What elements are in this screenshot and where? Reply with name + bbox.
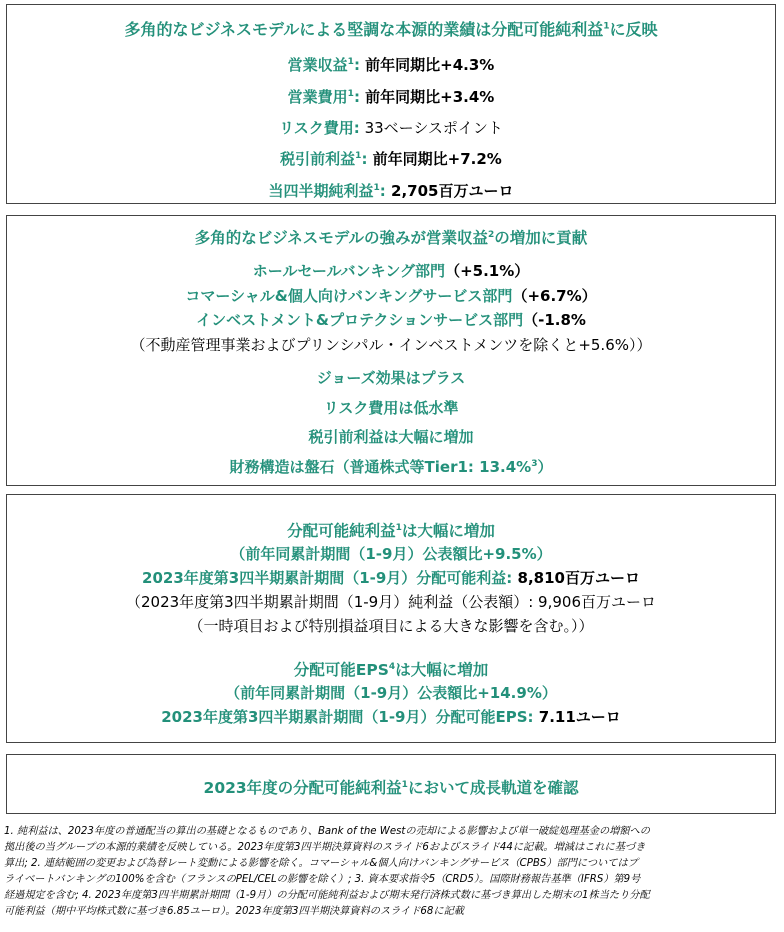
segment-ips: インベストメント&プロテクションサービス部門（-1.8%: [196, 311, 586, 329]
footnote-line: 経過規定を含む; 4. 2023年度第3四半期累計期間（1-9月）の分配可能純利益および期末発行済株式数に基づき算出した期末の1株当たり分配: [4, 890, 650, 901]
summary-box: [6, 4, 776, 204]
segment-wholesale: ホールセールバンキング部門（+5.1%）: [252, 262, 530, 280]
revenue-box: [6, 215, 776, 486]
footnote-line: 算出; 2. 連結範囲の変更および為替レート変動による影響を除く。コマーシャル&個人向けバンキングサービス（CPBS）部門についてはプ: [4, 858, 638, 869]
row-cost-of-risk: リスク費用: 33ベーシスポイント: [279, 119, 503, 137]
dist-income-value: 2023年度第3四半期累計期間（1-9月）分配可能利益: 8,810百万ユーロ: [142, 569, 640, 587]
net-income-note: （2023年度第3四半期累計期間（1-9月）純利益（公表額）: 9,906百万ユーロ: [126, 593, 656, 611]
segment-note: （不動産管理事業およびプリンシパル・インベストメンツを除くと+5.6%））: [130, 336, 652, 354]
row-pretax-income: 税引前利益$^1$: 前年同期比+7.2%: [280, 150, 502, 168]
growth-box: [6, 754, 776, 814]
footnote-line: 可能利益（期中平均株式数に基づき6.85ユーロ）。2023年度第3四半期決算資料のスライド68に記載: [4, 906, 464, 917]
growth-title: 2023年度の分配可能純利益$^1$において成長軌道を確認: [203, 779, 579, 797]
summary-title: 多角的なビジネスモデルによる堅調な本源的業績は分配可能純利益$^1$に反映: [124, 20, 658, 39]
footnotes: [4, 824, 780, 920]
footnote-line: 拠出後の当グループの本源的業績を反映している。2023年度第3四半期決算資料のスライド6およびスライド44に記載。増減はこれに基づき: [4, 842, 646, 853]
row-net-income: 当四半期純利益$^1$: 2,705百万ユーロ: [268, 182, 514, 200]
footnote-line: ライベートバンキングの100%を含む（フランスのPEL/CELの影響を除く）; 3. 資本要求指令5（CRD5）。国際財務報告基準（IFRS）第9号: [4, 874, 641, 885]
revenue-title: 多角的なビジネスモデルの強みが営業収益$^2$の増加に貢献: [194, 229, 588, 247]
eps-sub: （前年同累計期間（1-9月）公表額比+14.9%）: [225, 684, 557, 702]
eps-value: 2023年度第3四半期累計期間（1-9月）分配可能EPS: 7.11ユーロ: [161, 708, 621, 726]
point-risk: リスク費用は低水準: [323, 399, 459, 417]
footnote-line: 1. 純利益は、2023年度の普通配当の算出の基礎となるものであり、Bank of the Westの売却による影響および単一破綻処理基金の増額への: [4, 826, 650, 837]
net-income-note-2: （一時項目および特別損益項目による大きな影響を含む。））: [188, 617, 594, 635]
row-operating-revenue: 営業収益$^1$: 前年同期比+4.3%: [287, 56, 495, 74]
dist-income-title: 分配可能純利益$^1$は大幅に増加: [287, 522, 495, 540]
segment-cpbs: コマーシャル&個人向けバンキングサービス部門（+6.7%）: [185, 287, 597, 305]
eps-title: 分配可能EPS$^4$は大幅に増加: [293, 661, 489, 679]
point-jaws: ジョーズ効果はプラス: [316, 369, 466, 387]
point-pretax: 税引前利益は大幅に増加: [308, 428, 474, 446]
row-operating-expenses: 営業費用$^1$: 前年同期比+3.4%: [287, 88, 495, 106]
distributable-box: [6, 494, 776, 743]
dist-income-sub: （前年同累計期間（1-9月）公表額比+9.5%）: [230, 545, 552, 563]
point-cet1: 財務構造は盤石（普通株式等Tier1: 13.4%$^3$）: [229, 458, 553, 476]
